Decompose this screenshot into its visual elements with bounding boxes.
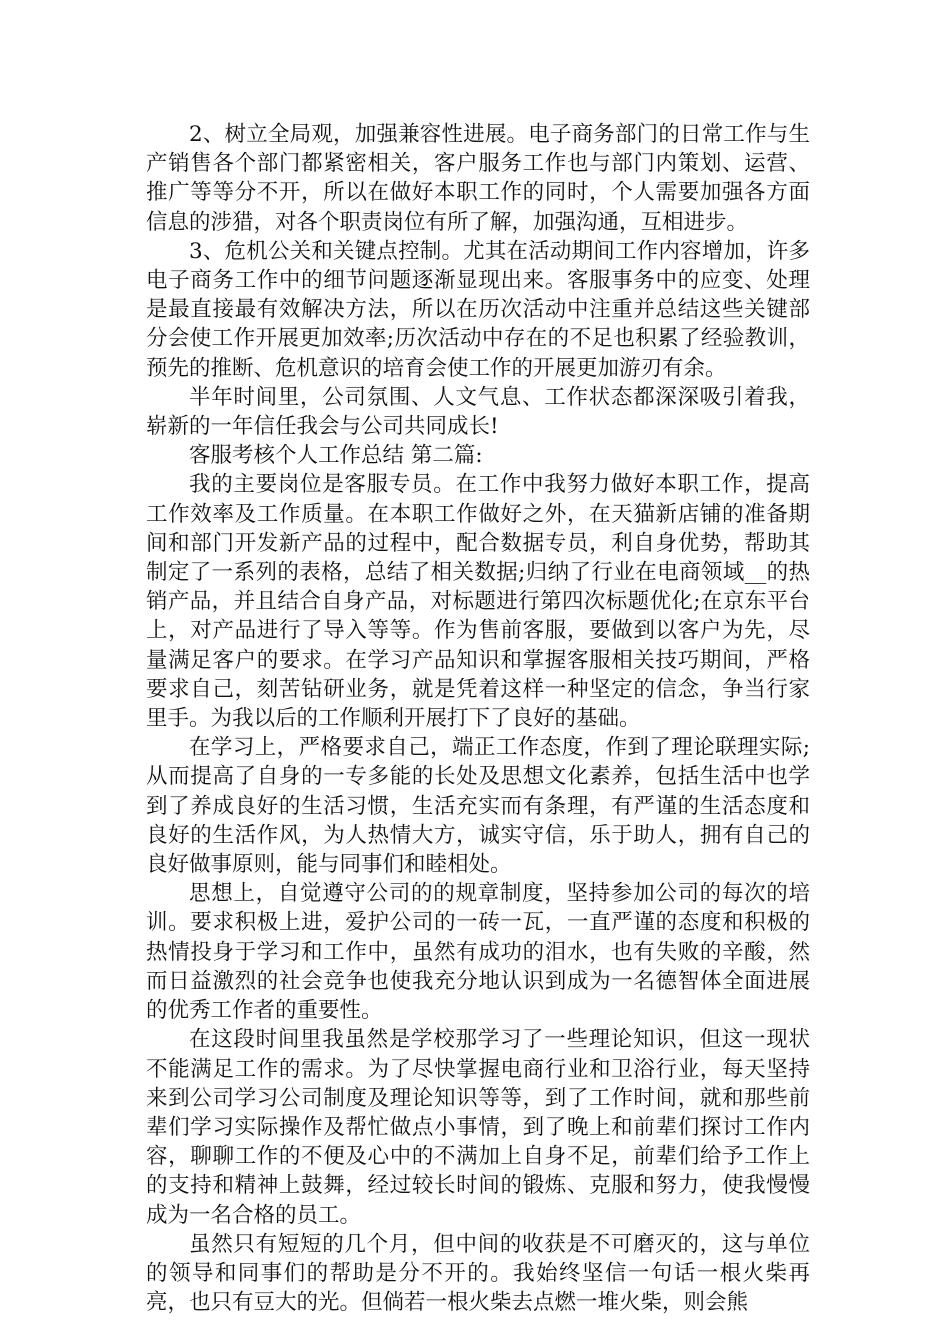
paragraph-period: 在这段时间里我虽然是学校那学习了一些理论知识，但这一现状不能满足工作的需求。为了尽快掌握电商行业和卫浴行业，每天坚持来到公司学习公司制度及理论知识等等，到了工作时间，就和那些前辈们学习实际操作及帮忙做点小事情，到了晚上和前辈们探讨工作内容，聊聊工作的不便及心中的不满加上自身不足，前辈们给予工作上的支持和精神上鼓舞，经过较长时间的锻炼、克服和努力，使我慢慢成为一名合格的员工。 <box>146 1027 810 1228</box>
paragraph-main-role: 我的主要岗位是客服专员。在工作中我努力做好本职工作，提高工作效率及工作质量。在本职工作做好之外，在天猫新店铺的准备期间和部门开发新产品的过程中，配合数据专员，利自身优势，帮助其制定了一系列的表格，总结了相关数据;归纳了行业在电商领域__的热销产品，并且结合自身产品，对标题进行第四次标题优化;在京东平台上，对产品进行了导入等等。作为售前客服，要做到以客户为先，尽量满足客户的要求。在学习产品知识和掌握客服相关技巧期间，严格要求自己，刻苦钻研业务，就是凭着这样一种坚定的信念，争当行家里手。为我以后的工作顺利开展打下了良好的基础。 <box>146 472 810 732</box>
paragraph-study: 在学习上，严格要求自己，端正工作态度，作到了理论联理实际;从而提高了自身的一专多能的长处及思想文化素养，包括生活中也学到了养成良好的生活习惯，生活充实而有条理，有严谨的生活态度和良好的生活作风，为人热情大方，诚实守信，乐于助人，拥有自己的良好做事原则，能与同事们和睦相处。 <box>146 735 810 878</box>
paragraph-point-2: 2、树立全局观，加强兼容性进展。电子商务部门的日常工作与生产销售各个部门都紧密相关，客户服务工作也与部门内策划、运营、推广等等分不开，所以在做好本职工作的同时，个人需要加强各方面信息的涉猎，对各个职责岗位有所了解，加强沟通，互相进步。 <box>146 122 810 235</box>
section-heading-part-two: 客服考核个人工作总结 第二篇: <box>189 443 483 469</box>
paragraph-half-year: 半年时间里，公司氛围、人文气息、工作状态都深深吸引着我，崭新的一年信任我会与公司共同成长! <box>146 384 810 440</box>
document-body <box>146 120 810 1317</box>
paragraph-thought: 思想上，自觉遵守公司的的规章制度，坚持参加公司的每次的培训。要求积极上进，爱护公司的一砖一瓦，一直严谨的态度和积极的热情投身于学习和工作中，虽然有成功的泪水，也有失败的辛酸，然而日益激烈的社会竞争也使我充分地认识到成为一名德智体全面进展的优秀工作者的重要性。 <box>146 881 810 1024</box>
paragraph-point-3: 3、危机公关和关键点控制。尤其在活动期间工作内容增加，许多电子商务工作中的细节问题逐渐显现出来。客服事务中的应变、处理是最直接最有效解决方法，所以在历次活动中注重并总结这些关键部分会使工作开展更加效率;历次活动中存在的不足也积累了经验教训，预先的推断、危机意识的培育会使工作的开展更加游刃有余。 <box>146 238 810 381</box>
paragraph-gains: 虽然只有短短的几个月，但中间的收获是不可磨灭的，这与单位的领导和同事们的帮助是分不开的。我始终坚信一句话一根火柴再亮，也只有豆大的光。但倘若一根火柴去点燃一堆火柴，则会熊 <box>146 1231 810 1316</box>
